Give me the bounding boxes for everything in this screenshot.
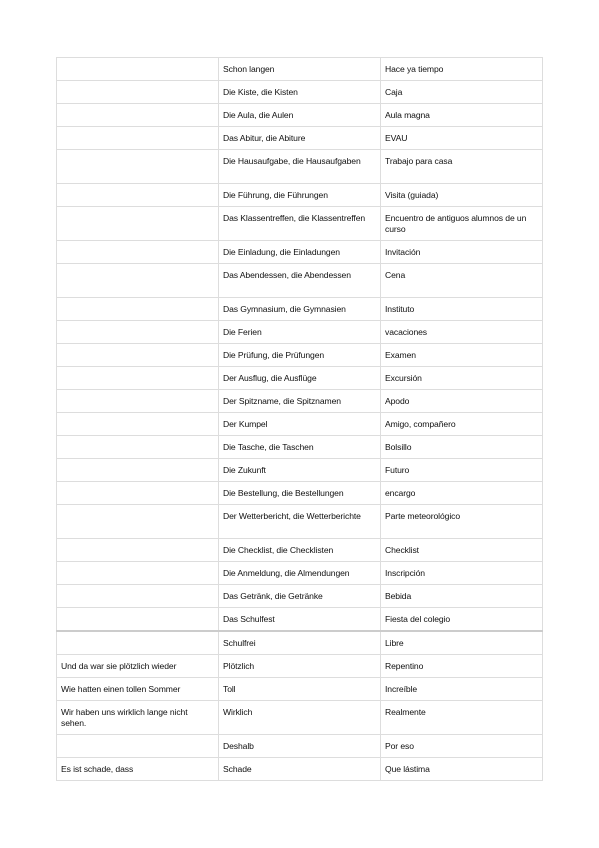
german-term-cell: Die Anmeldung, die Almendungen	[219, 562, 381, 585]
spanish-translation-cell: Realmente	[381, 701, 543, 735]
table-row	[57, 390, 543, 413]
spanish-translation-cell: Instituto	[381, 298, 543, 321]
spanish-translation-cell: Increíble	[381, 678, 543, 701]
table-row	[57, 539, 543, 562]
german-term-cell: Die Ferien	[219, 321, 381, 344]
sentence-cell	[57, 127, 219, 150]
german-term-cell: Das Abendessen, die Abendessen	[219, 264, 381, 298]
document-page	[56, 57, 542, 781]
table-row	[57, 207, 543, 241]
german-term-cell: Der Kumpel	[219, 413, 381, 436]
table-row	[57, 562, 543, 585]
german-term-cell: Das Klassentreffen, die Klassentreffen	[219, 207, 381, 241]
sentence-cell	[57, 482, 219, 505]
table-row	[57, 631, 543, 655]
table-row	[57, 758, 543, 781]
spanish-translation-cell: Trabajo para casa	[381, 150, 543, 184]
table-row	[57, 264, 543, 298]
spanish-translation-cell: Que lástima	[381, 758, 543, 781]
sentence-cell	[57, 608, 219, 632]
sentence-cell	[57, 150, 219, 184]
sentence-cell	[57, 585, 219, 608]
spanish-translation-cell: Caja	[381, 81, 543, 104]
table-row	[57, 241, 543, 264]
spanish-translation-cell: vacaciones	[381, 321, 543, 344]
spanish-translation-cell: Libre	[381, 631, 543, 655]
table-row	[57, 184, 543, 207]
sentence-cell	[57, 184, 219, 207]
spanish-translation-cell: Hace ya tiempo	[381, 58, 543, 81]
german-term-cell: Das Gymnasium, die Gymnasien	[219, 298, 381, 321]
spanish-translation-cell: Excursión	[381, 367, 543, 390]
sentence-cell	[57, 264, 219, 298]
table-row	[57, 655, 543, 678]
sentence-cell	[57, 505, 219, 539]
spanish-translation-cell: Apodo	[381, 390, 543, 413]
german-term-cell: Die Einladung, die Einladungen	[219, 241, 381, 264]
german-term-cell: Die Aula, die Aulen	[219, 104, 381, 127]
sentence-cell: Wir haben uns wirklich lange nicht sehen.	[57, 701, 219, 735]
sentence-cell	[57, 298, 219, 321]
german-term-cell: Der Ausflug, die Ausflüge	[219, 367, 381, 390]
german-term-cell: Deshalb	[219, 735, 381, 758]
german-term-cell: Schade	[219, 758, 381, 781]
sentence-cell: Und da war sie plötzlich wieder	[57, 655, 219, 678]
sentence-cell	[57, 631, 219, 655]
table-row	[57, 413, 543, 436]
german-term-cell: Schon langen	[219, 58, 381, 81]
german-term-cell: Das Schulfest	[219, 608, 381, 632]
sentence-cell	[57, 735, 219, 758]
table-row	[57, 482, 543, 505]
german-term-cell: Die Prüfung, die Prüfungen	[219, 344, 381, 367]
table-row	[57, 505, 543, 539]
german-term-cell: Wirklich	[219, 701, 381, 735]
german-term-cell: Die Hausaufgabe, die Hausaufgaben	[219, 150, 381, 184]
table-row	[57, 150, 543, 184]
german-term-cell: Die Bestellung, die Bestellungen	[219, 482, 381, 505]
spanish-translation-cell: Inscripción	[381, 562, 543, 585]
spanish-translation-cell: Encuentro de antiguos alumnos de un curso	[381, 207, 543, 241]
german-term-cell: Das Getränk, die Getränke	[219, 585, 381, 608]
table-row	[57, 104, 543, 127]
german-term-cell: Die Führung, die Führungen	[219, 184, 381, 207]
table-row	[57, 436, 543, 459]
table-row	[57, 735, 543, 758]
spanish-translation-cell: Cena	[381, 264, 543, 298]
table-row	[57, 298, 543, 321]
sentence-cell	[57, 367, 219, 390]
table-row	[57, 321, 543, 344]
table-row	[57, 701, 543, 735]
sentence-cell	[57, 413, 219, 436]
sentence-cell	[57, 104, 219, 127]
table-row	[57, 58, 543, 81]
table-row	[57, 367, 543, 390]
sentence-cell	[57, 436, 219, 459]
table-row	[57, 344, 543, 367]
spanish-translation-cell: Parte meteorológico	[381, 505, 543, 539]
sentence-cell	[57, 241, 219, 264]
table-row	[57, 81, 543, 104]
spanish-translation-cell: Aula magna	[381, 104, 543, 127]
german-term-cell: Die Kiste, die Kisten	[219, 81, 381, 104]
sentence-cell	[57, 562, 219, 585]
spanish-translation-cell: Fiesta del colegio	[381, 608, 543, 632]
german-term-cell: Toll	[219, 678, 381, 701]
vocabulary-table	[56, 57, 543, 781]
table-row	[57, 127, 543, 150]
german-term-cell: Der Wetterbericht, die Wetterberichte	[219, 505, 381, 539]
sentence-cell	[57, 390, 219, 413]
sentence-cell	[57, 539, 219, 562]
table-row	[57, 585, 543, 608]
table-row	[57, 678, 543, 701]
sentence-cell: Wie hatten einen tollen Sommer	[57, 678, 219, 701]
spanish-translation-cell: Invitación	[381, 241, 543, 264]
german-term-cell: Das Abitur, die Abiture	[219, 127, 381, 150]
spanish-translation-cell: Checklist	[381, 539, 543, 562]
sentence-cell	[57, 459, 219, 482]
spanish-translation-cell: Repentino	[381, 655, 543, 678]
german-term-cell: Die Zukunft	[219, 459, 381, 482]
sentence-cell	[57, 344, 219, 367]
spanish-translation-cell: EVAU	[381, 127, 543, 150]
sentence-cell	[57, 321, 219, 344]
table-row	[57, 459, 543, 482]
spanish-translation-cell: Visita (guiada)	[381, 184, 543, 207]
spanish-translation-cell: Examen	[381, 344, 543, 367]
table-row	[57, 608, 543, 632]
german-term-cell: Die Checklist, die Checklisten	[219, 539, 381, 562]
sentence-cell	[57, 58, 219, 81]
spanish-translation-cell: Por eso	[381, 735, 543, 758]
german-term-cell: Die Tasche, die Taschen	[219, 436, 381, 459]
spanish-translation-cell: Bolsillo	[381, 436, 543, 459]
german-term-cell: Plötzlich	[219, 655, 381, 678]
sentence-cell: Es ist schade, dass	[57, 758, 219, 781]
spanish-translation-cell: Bebida	[381, 585, 543, 608]
spanish-translation-cell: Futuro	[381, 459, 543, 482]
spanish-translation-cell: Amigo, compañero	[381, 413, 543, 436]
german-term-cell: Schulfrei	[219, 631, 381, 655]
sentence-cell	[57, 81, 219, 104]
spanish-translation-cell: encargo	[381, 482, 543, 505]
german-term-cell: Der Spitzname, die Spitznamen	[219, 390, 381, 413]
sentence-cell	[57, 207, 219, 241]
